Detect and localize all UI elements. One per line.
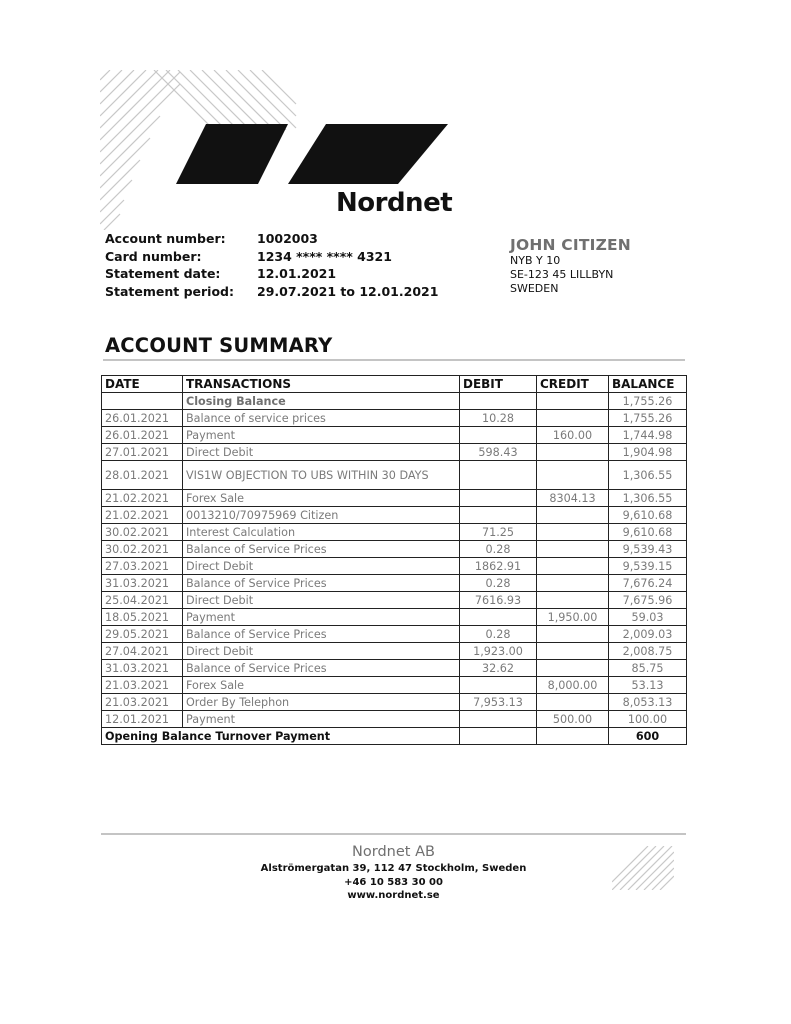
closing-empty-credit bbox=[537, 393, 609, 410]
cell-credit bbox=[537, 575, 609, 592]
cell-credit bbox=[537, 558, 609, 575]
closing-balance-value: 1,755.26 bbox=[609, 393, 687, 410]
customer-address-line-3: SWEDEN bbox=[510, 282, 559, 295]
cell-debit: 0.28 bbox=[460, 575, 537, 592]
cell-balance: 100.00 bbox=[609, 711, 687, 728]
opening-balance-label: Opening Balance Turnover Payment bbox=[102, 728, 460, 745]
cell-balance: 9,539.15 bbox=[609, 558, 687, 575]
cell-date: 27.01.2021 bbox=[102, 444, 183, 461]
opening-empty-credit bbox=[537, 728, 609, 745]
cell-debit: 7,953.13 bbox=[460, 694, 537, 711]
cell-debit: 0.28 bbox=[460, 541, 537, 558]
cell-debit bbox=[460, 677, 537, 694]
account-number-label: Account number: bbox=[105, 231, 226, 246]
cell-date: 30.02.2021 bbox=[102, 524, 183, 541]
cell-balance: 1,904.98 bbox=[609, 444, 687, 461]
cell-credit: 8,000.00 bbox=[537, 677, 609, 694]
table-row bbox=[102, 711, 687, 728]
cell-description: Payment bbox=[183, 427, 460, 444]
nordnet-logo-icon bbox=[176, 124, 448, 188]
cell-description: 0013210/70975969 Citizen bbox=[183, 507, 460, 524]
cell-balance: 1,306.55 bbox=[609, 490, 687, 507]
cell-debit: 0.28 bbox=[460, 626, 537, 643]
cell-date: 21.02.2021 bbox=[102, 490, 183, 507]
brand-name: Nordnet bbox=[336, 188, 453, 218]
closing-empty-date bbox=[102, 393, 183, 410]
cell-balance: 7,676.24 bbox=[609, 575, 687, 592]
cell-debit: 10.28 bbox=[460, 410, 537, 427]
account-number-value: 1002003 bbox=[257, 231, 318, 246]
table-row bbox=[102, 444, 687, 461]
cell-description: Balance of Service Prices bbox=[183, 575, 460, 592]
header-debit: DEBIT bbox=[460, 376, 537, 393]
cell-date: 25.04.2021 bbox=[102, 592, 183, 609]
table-row bbox=[102, 558, 687, 575]
cell-credit bbox=[537, 660, 609, 677]
header-date: DATE bbox=[102, 376, 183, 393]
cell-debit: 598.43 bbox=[460, 444, 537, 461]
cell-description: Direct Debit bbox=[183, 643, 460, 660]
table-row bbox=[102, 677, 687, 694]
cell-credit bbox=[537, 694, 609, 711]
cell-date: 28.01.2021 bbox=[102, 461, 183, 490]
cell-debit: 32.62 bbox=[460, 660, 537, 677]
table-row bbox=[102, 524, 687, 541]
cell-description: Interest Calculation bbox=[183, 524, 460, 541]
customer-block bbox=[510, 236, 631, 296]
table-row bbox=[102, 694, 687, 711]
table-row bbox=[102, 626, 687, 643]
cell-balance: 1,755.26 bbox=[609, 410, 687, 427]
cell-credit bbox=[537, 507, 609, 524]
cell-balance: 9,539.43 bbox=[609, 541, 687, 558]
footer-company-name: Nordnet AB bbox=[352, 844, 435, 860]
cell-credit: 160.00 bbox=[537, 427, 609, 444]
header-transactions: TRANSACTIONS bbox=[183, 376, 460, 393]
cell-debit bbox=[460, 507, 537, 524]
cell-description: Balance of Service Prices bbox=[183, 626, 460, 643]
cell-date: 30.02.2021 bbox=[102, 541, 183, 558]
cell-debit: 7616.93 bbox=[460, 592, 537, 609]
cell-balance: 1,306.55 bbox=[609, 461, 687, 490]
decorative-hatch-top-center bbox=[150, 70, 300, 130]
cell-debit bbox=[460, 711, 537, 728]
table-row bbox=[102, 609, 687, 626]
cell-date: 29.05.2021 bbox=[102, 626, 183, 643]
cell-date: 31.03.2021 bbox=[102, 660, 183, 677]
table-row bbox=[102, 427, 687, 444]
cell-debit bbox=[460, 461, 537, 490]
cell-balance: 85.75 bbox=[609, 660, 687, 677]
cell-credit bbox=[537, 461, 609, 490]
cell-description: Payment bbox=[183, 609, 460, 626]
cell-credit bbox=[537, 410, 609, 427]
cell-balance: 2,008.75 bbox=[609, 643, 687, 660]
cell-balance: 9,610.68 bbox=[609, 524, 687, 541]
cell-date: 21.03.2021 bbox=[102, 694, 183, 711]
table-header-row bbox=[102, 376, 687, 393]
table-row bbox=[102, 575, 687, 592]
cell-debit bbox=[460, 490, 537, 507]
cell-credit bbox=[537, 626, 609, 643]
cell-balance: 9,610.68 bbox=[609, 507, 687, 524]
cell-credit: 1,950.00 bbox=[537, 609, 609, 626]
customer-address-line-2: SE-123 45 LILLBYN bbox=[510, 268, 614, 281]
footer-divider bbox=[101, 833, 686, 835]
cell-date: 18.05.2021 bbox=[102, 609, 183, 626]
cell-date: 26.01.2021 bbox=[102, 427, 183, 444]
statement-period-row bbox=[105, 283, 438, 301]
cell-debit bbox=[460, 609, 537, 626]
statement-period-label: Statement period: bbox=[105, 283, 235, 299]
footer-address: Alströmergatan 39, 112 47 Stockholm, Sweden bbox=[260, 863, 527, 874]
cell-credit: 8304.13 bbox=[537, 490, 609, 507]
customer-name: JOHN CITIZEN bbox=[510, 236, 631, 254]
closing-balance-label: Closing Balance bbox=[183, 393, 460, 410]
cell-date: 27.04.2021 bbox=[102, 643, 183, 660]
statement-date-row bbox=[105, 265, 438, 283]
table-row bbox=[102, 490, 687, 507]
account-info bbox=[105, 230, 438, 300]
cell-description: Forex Sale bbox=[183, 490, 460, 507]
opening-empty-debit bbox=[460, 728, 537, 745]
card-number-row bbox=[105, 248, 438, 266]
cell-balance: 1,744.98 bbox=[609, 427, 687, 444]
cell-credit: 500.00 bbox=[537, 711, 609, 728]
footer bbox=[101, 842, 686, 903]
cell-credit bbox=[537, 444, 609, 461]
header-credit: CREDIT bbox=[537, 376, 609, 393]
opening-balance-row bbox=[102, 728, 687, 745]
cell-balance: 59.03 bbox=[609, 609, 687, 626]
cell-date: 31.03.2021 bbox=[102, 575, 183, 592]
cell-balance: 8,053.13 bbox=[609, 694, 687, 711]
cell-debit bbox=[460, 427, 537, 444]
footer-phone: +46 10 583 30 00 bbox=[344, 876, 443, 888]
cell-credit bbox=[537, 524, 609, 541]
statement-date-label: Statement date: bbox=[105, 266, 221, 281]
transactions-table bbox=[101, 375, 687, 745]
table-row bbox=[102, 410, 687, 427]
card-number-value: 1234 **** **** 4321 bbox=[257, 248, 392, 264]
cell-description: Payment bbox=[183, 711, 460, 728]
table-row bbox=[102, 461, 687, 490]
cell-description: Order By Telephon bbox=[183, 694, 460, 711]
cell-description: Balance of Service Prices bbox=[183, 541, 460, 558]
card-number-label: Card number: bbox=[105, 248, 202, 264]
cell-balance: 7,675.96 bbox=[609, 592, 687, 609]
cell-date: 12.01.2021 bbox=[102, 711, 183, 728]
cell-debit: 1,923.00 bbox=[460, 643, 537, 660]
cell-debit: 1862.91 bbox=[460, 558, 537, 575]
table-row bbox=[102, 541, 687, 558]
cell-balance: 2,009.03 bbox=[609, 626, 687, 643]
statement-period-value: 29.07.2021 to 12.01.2021 bbox=[257, 283, 439, 299]
cell-description: Direct Debit bbox=[183, 558, 460, 575]
account-number-row bbox=[105, 230, 438, 248]
cell-date: 21.03.2021 bbox=[102, 677, 183, 694]
cell-debit: 71.25 bbox=[460, 524, 537, 541]
header-balance: BALANCE bbox=[609, 376, 687, 393]
footer-website[interactable]: www.nordnet.se bbox=[347, 890, 440, 901]
summary-divider bbox=[103, 359, 685, 361]
cell-credit bbox=[537, 541, 609, 558]
cell-date: 21.02.2021 bbox=[102, 507, 183, 524]
cell-credit bbox=[537, 592, 609, 609]
account-summary-title: ACCOUNT SUMMARY bbox=[105, 334, 333, 357]
opening-balance-value: 600 bbox=[609, 728, 687, 745]
statement-date-value: 12.01.2021 bbox=[257, 266, 337, 281]
table-row bbox=[102, 660, 687, 677]
table-row bbox=[102, 592, 687, 609]
cell-description: Direct Debit bbox=[183, 592, 460, 609]
cell-date: 26.01.2021 bbox=[102, 410, 183, 427]
cell-description: Balance of Service Prices bbox=[183, 660, 460, 677]
table-row bbox=[102, 507, 687, 524]
cell-description: Balance of service prices bbox=[183, 410, 460, 427]
customer-address-line-1: NYB Y 10 bbox=[510, 254, 561, 267]
cell-date: 27.03.2021 bbox=[102, 558, 183, 575]
cell-credit bbox=[537, 643, 609, 660]
closing-balance-row bbox=[102, 393, 687, 410]
table-row bbox=[102, 643, 687, 660]
closing-empty-debit bbox=[460, 393, 537, 410]
cell-description: Forex Sale bbox=[183, 677, 460, 694]
cell-description: VIS1W OBJECTION TO UBS WITHIN 30 DAYS bbox=[183, 461, 460, 490]
cell-description: Direct Debit bbox=[183, 444, 460, 461]
cell-balance: 53.13 bbox=[609, 677, 687, 694]
